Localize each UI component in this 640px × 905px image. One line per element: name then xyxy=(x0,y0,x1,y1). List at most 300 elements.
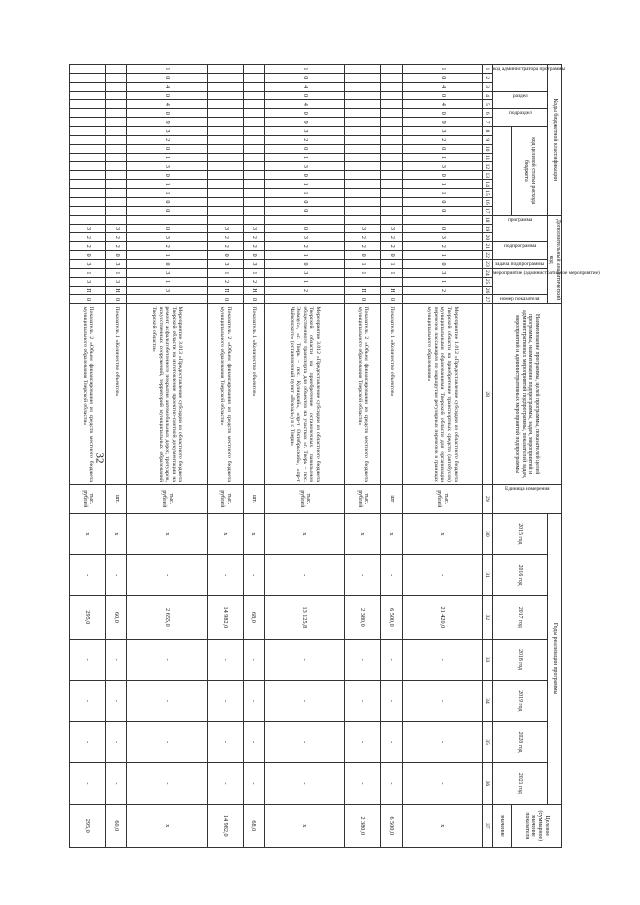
row-name: Показатель 1 «Количество объектов» xyxy=(243,304,264,484)
code-digit: 3 xyxy=(69,224,105,233)
code-digit: 0 xyxy=(69,251,105,260)
code-digit xyxy=(207,135,243,144)
row-value-y2020: - xyxy=(345,722,381,763)
row-unit: тыс. рублей xyxy=(127,484,207,513)
code-digit xyxy=(106,197,127,206)
code-digit xyxy=(265,295,345,304)
column-number: 13 xyxy=(482,171,492,180)
code-digit: 0 xyxy=(207,295,243,304)
row-target-value: 295,0 xyxy=(69,804,105,847)
header-year-2019: 2019 год xyxy=(492,680,547,721)
header-measure: мероприятие (административное мероприятие) xyxy=(492,268,547,295)
code-digit xyxy=(345,180,381,189)
code-digit: 1 xyxy=(402,65,482,74)
row-value-y2016: - xyxy=(265,555,345,596)
header-target-article-detail xyxy=(492,127,511,216)
code-digit: 2 xyxy=(207,242,243,251)
code-digit xyxy=(207,180,243,189)
column-number: 6 xyxy=(482,109,492,118)
column-number: 31 xyxy=(482,555,492,596)
code-digit xyxy=(127,215,207,224)
column-number: 11 xyxy=(482,153,492,162)
code-digit xyxy=(381,180,402,189)
column-number: 19 xyxy=(482,224,492,233)
column-number: 3 xyxy=(482,82,492,91)
code-digit: 0 xyxy=(265,224,345,233)
code-digit xyxy=(381,65,402,74)
row-unit: шт xyxy=(381,484,402,513)
code-digit xyxy=(207,91,243,100)
code-digit: 2 xyxy=(345,233,381,242)
row-name: Мероприятие 1.012 «Предоставление субсидии из областного бюджета Тверской области на приобретение транспортных средств (автобусов) муниципальными образованиями Тверской области для организации перевозок пассажиров по маршрутам регулярных перевозок в границах муниципального образования» xyxy=(402,304,482,484)
code-digit: 3 xyxy=(207,224,243,233)
code-digit xyxy=(243,135,264,144)
code-digit: П xyxy=(207,286,243,295)
column-number: 33 xyxy=(482,639,492,680)
row-value-y2015: х xyxy=(207,513,243,554)
row-target-value: 14 982,0 xyxy=(207,804,243,847)
column-number: 18 xyxy=(482,215,492,224)
row-value-y2019: - xyxy=(243,680,264,721)
code-digit: 0 xyxy=(381,295,402,304)
header-target: Целевое (суммарное) значение показателя xyxy=(511,804,561,847)
code-digit: 0 xyxy=(127,91,207,100)
row-value-y2015: х xyxy=(402,513,482,554)
row-target-value: 68,0 xyxy=(243,804,264,847)
row-value-y2018: - xyxy=(207,639,243,680)
code-digit: 3 xyxy=(127,286,207,295)
row-value-y2020: - xyxy=(127,722,207,763)
row-value-y2015: х xyxy=(265,513,345,554)
row-value-y2016: - xyxy=(69,555,105,596)
column-number: 9 xyxy=(482,135,492,144)
code-digit: 3 xyxy=(207,260,243,269)
code-digit: 1 xyxy=(207,268,243,277)
row-value-y2016: - xyxy=(345,555,381,596)
code-digit xyxy=(106,180,127,189)
code-digit xyxy=(106,189,127,198)
code-digit: 9 xyxy=(402,118,482,127)
row-unit: тыс. рублей xyxy=(402,484,482,513)
column-number: 8 xyxy=(482,127,492,136)
code-digit xyxy=(381,135,402,144)
code-digit: 2 xyxy=(106,242,127,251)
code-digit xyxy=(381,82,402,91)
code-digit xyxy=(207,118,243,127)
code-digit: 0 xyxy=(345,295,381,304)
row-value-y2017: 2 380,0 xyxy=(345,596,381,639)
code-digit xyxy=(345,144,381,153)
code-digit: 4 xyxy=(402,82,482,91)
row-name: Мероприятие 3.013 «Предоставление субсидии из областного бюджета Тверской области на изготовление проектно-сметной документации на ремонт асфальтобетонного покрытия автомобильных дорог, тротуаров, искусственных сооружений, территорий муниципальных образований Тверской области» xyxy=(127,304,207,484)
header-year-2020: 2020 год xyxy=(492,722,547,763)
code-digit xyxy=(243,162,264,171)
code-digit xyxy=(207,206,243,215)
column-number: 22 xyxy=(482,251,492,260)
code-digit: 1 xyxy=(402,180,482,189)
column-number: 7 xyxy=(482,118,492,127)
code-digit xyxy=(381,215,402,224)
code-digit: 2 xyxy=(207,277,243,286)
table-row xyxy=(265,65,345,848)
code-digit xyxy=(243,127,264,136)
code-digit: 1 xyxy=(402,277,482,286)
code-digit: 0 xyxy=(402,109,482,118)
table-row xyxy=(381,65,402,848)
row-value-y2015: х xyxy=(106,513,127,554)
row-value-y2019: - xyxy=(106,680,127,721)
row-name: Показатель 2 «Объем финансирования из средств местного бюджета муниципального образования Тверской области» xyxy=(345,304,381,484)
code-digit: 0 xyxy=(402,73,482,82)
column-number: 28 xyxy=(482,304,492,484)
code-digit xyxy=(69,100,105,109)
code-digit xyxy=(243,215,264,224)
code-digit xyxy=(345,153,381,162)
code-digit: 0 xyxy=(265,144,345,153)
row-unit: тыс. рублей xyxy=(345,484,381,513)
column-number: 5 xyxy=(482,100,492,109)
code-digit: 1 xyxy=(106,268,127,277)
code-digit xyxy=(243,118,264,127)
column-number: 2 xyxy=(482,73,492,82)
code-digit xyxy=(345,135,381,144)
code-digit: 1 xyxy=(265,189,345,198)
column-number: 24 xyxy=(482,268,492,277)
code-digit xyxy=(402,295,482,304)
code-digit: 2 xyxy=(402,242,482,251)
code-digit xyxy=(69,171,105,180)
code-digit: 2 xyxy=(243,233,264,242)
code-digit: 0 xyxy=(402,206,482,215)
code-digit: 0 xyxy=(243,295,264,304)
code-digit: 3 xyxy=(265,233,345,242)
code-digit: 0 xyxy=(265,73,345,82)
code-digit: 1 xyxy=(127,277,207,286)
row-value-y2020: - xyxy=(243,722,264,763)
code-digit xyxy=(69,189,105,198)
row-name: Показатель 2 «Объем финансирования из средств местного бюджета муниципального образования Тверской области» xyxy=(207,304,243,484)
header-subsection: подраздел xyxy=(492,109,547,127)
row-value-y2021: - xyxy=(402,763,482,804)
code-digit xyxy=(243,100,264,109)
row-value-y2015: х xyxy=(381,513,402,554)
code-digit xyxy=(243,91,264,100)
table-row xyxy=(106,65,127,848)
header-budget-codes: Коды бюджетной классификации xyxy=(547,65,561,216)
table-row xyxy=(69,65,105,848)
code-digit: 0 xyxy=(127,144,207,153)
code-digit xyxy=(381,277,402,286)
code-digit xyxy=(243,197,264,206)
code-digit: 1 xyxy=(381,268,402,277)
row-value-y2017: 2 655,0 xyxy=(127,596,207,639)
code-digit xyxy=(207,65,243,74)
code-digit: 1 xyxy=(402,153,482,162)
row-value-y2020: - xyxy=(381,722,402,763)
table-row xyxy=(402,65,482,848)
code-digit: 1 xyxy=(69,268,105,277)
code-digit xyxy=(381,206,402,215)
column-number: 25 xyxy=(482,277,492,286)
code-digit: 1 xyxy=(402,189,482,198)
code-digit xyxy=(69,180,105,189)
header-task: задача подпрограммы xyxy=(492,260,547,269)
code-digit: 1 xyxy=(265,180,345,189)
code-digit xyxy=(69,162,105,171)
code-digit xyxy=(207,215,243,224)
row-value-y2017: 6 500,0 xyxy=(381,596,402,639)
header-row-groups xyxy=(547,65,561,848)
column-number: 1 xyxy=(482,65,492,74)
program-table xyxy=(69,64,600,848)
row-value-y2020: - xyxy=(265,722,345,763)
code-digit: 0 xyxy=(127,206,207,215)
code-digit: 3 xyxy=(106,277,127,286)
code-digit xyxy=(243,153,264,162)
code-digit xyxy=(402,215,482,224)
row-value-y2018: - xyxy=(127,639,207,680)
code-digit: 0 xyxy=(127,197,207,206)
row-value-y2018: - xyxy=(345,639,381,680)
code-digit: 1 xyxy=(265,277,345,286)
code-digit: 3 xyxy=(265,162,345,171)
code-digit: 2 xyxy=(243,242,264,251)
code-digit: Н xyxy=(106,286,127,295)
header-unit: Единица измерения xyxy=(492,484,561,513)
column-number: 29 xyxy=(482,484,492,513)
code-digit xyxy=(69,91,105,100)
column-number: 30 xyxy=(482,513,492,554)
code-digit: 9 xyxy=(127,118,207,127)
row-name: Мероприятие 3.012 «Предоставление субсидии из областного бюджета Тверской области на приобретение остановочных павильонов общественного транспорта для объектов на участках «г. Тверь – пос. Эммаус», «г. Тверь – пос. Кулицкий», «пр-т Октябрьский», «пр-т Чайковского» (остановочный пункт «Вокзал») в г. Твери» xyxy=(265,304,345,484)
code-digit xyxy=(207,127,243,136)
code-digit: 4 xyxy=(127,82,207,91)
code-digit: 1 xyxy=(402,251,482,260)
code-digit xyxy=(106,135,127,144)
code-digit: П xyxy=(69,286,105,295)
row-value-y2017: 60,0 xyxy=(106,596,127,639)
row-unit: тыс. рублей xyxy=(265,484,345,513)
row-target-value: х xyxy=(265,804,345,847)
row-value-y2018: - xyxy=(69,639,105,680)
header-section: раздел xyxy=(492,91,547,109)
code-digit: 0 xyxy=(69,295,105,304)
code-digit: 0 xyxy=(402,197,482,206)
code-digit xyxy=(243,65,264,74)
code-digit xyxy=(207,109,243,118)
row-value-y2018: - xyxy=(402,639,482,680)
code-digit: 1 xyxy=(265,251,345,260)
header-program: программа xyxy=(492,215,547,242)
code-digit xyxy=(345,65,381,74)
row-value-y2021: - xyxy=(69,763,105,804)
code-digit: 3 xyxy=(127,162,207,171)
column-number: 23 xyxy=(482,260,492,269)
code-digit: 3 xyxy=(127,127,207,136)
code-digit: 0 xyxy=(265,197,345,206)
row-value-y2021: - xyxy=(207,763,243,804)
row-value-y2016: - xyxy=(402,555,482,596)
code-digit xyxy=(243,109,264,118)
code-digit: 3 xyxy=(381,224,402,233)
code-digit xyxy=(243,82,264,91)
code-digit: 0 xyxy=(127,260,207,269)
row-value-y2021: - xyxy=(243,763,264,804)
code-digit xyxy=(243,189,264,198)
header-year-2018: 2018 год xyxy=(492,639,547,680)
code-digit: 3 xyxy=(106,260,127,269)
column-number: 37 xyxy=(482,804,492,847)
program-table-sheet xyxy=(81,64,600,848)
row-target-value: 60,0 xyxy=(106,804,127,847)
row-value-y2015: х xyxy=(127,513,207,554)
code-digit xyxy=(69,127,105,136)
code-digit: 0 xyxy=(243,251,264,260)
row-value-y2017: 13 125,8 xyxy=(265,596,345,639)
header-years: Годы реализации программы xyxy=(547,513,561,804)
code-digit: 0 xyxy=(265,206,345,215)
table-body xyxy=(69,65,482,848)
row-value-y2021: - xyxy=(265,763,345,804)
code-digit: 1 xyxy=(265,65,345,74)
row-value-y2019: - xyxy=(381,680,402,721)
table-row xyxy=(243,65,264,848)
row-unit: шт. xyxy=(106,484,127,513)
code-digit: 2 xyxy=(207,233,243,242)
row-value-y2015: х xyxy=(243,513,264,554)
header-year-2021: 2021 год xyxy=(492,763,547,804)
code-digit: 1 xyxy=(345,268,381,277)
row-value-y2019: - xyxy=(207,680,243,721)
column-number: 12 xyxy=(482,162,492,171)
header-additional-code: Дополнительный аналитический код xyxy=(547,215,561,304)
code-digit: 3 xyxy=(69,260,105,269)
code-digit xyxy=(381,109,402,118)
code-digit xyxy=(106,91,127,100)
code-digit xyxy=(345,189,381,198)
column-number: 10 xyxy=(482,144,492,153)
code-digit xyxy=(106,118,127,127)
page-number: 32 xyxy=(93,452,106,464)
code-digit: 4 xyxy=(127,100,207,109)
code-digit: 0 xyxy=(345,251,381,260)
code-digit xyxy=(207,100,243,109)
row-value-y2015: х xyxy=(345,513,381,554)
code-digit: 0 xyxy=(402,171,482,180)
row-value-y2019: - xyxy=(345,680,381,721)
code-digit xyxy=(381,91,402,100)
column-number: 16 xyxy=(482,197,492,206)
code-digit: 0 xyxy=(207,251,243,260)
code-digit xyxy=(106,162,127,171)
code-digit: 3 xyxy=(265,127,345,136)
code-digit: 3 xyxy=(402,233,482,242)
column-number: 17 xyxy=(482,206,492,215)
code-digit: 3 xyxy=(243,260,264,269)
code-digit: 2 xyxy=(381,233,402,242)
code-digit xyxy=(345,206,381,215)
column-number: 21 xyxy=(482,242,492,251)
row-value-y2020: - xyxy=(402,722,482,763)
row-value-y2016: - xyxy=(207,555,243,596)
code-digit xyxy=(345,91,381,100)
code-digit: 1 xyxy=(345,260,381,269)
code-digit xyxy=(207,82,243,91)
header-year-2017: 2017 год xyxy=(492,596,547,639)
row-value-y2018: - xyxy=(381,639,402,680)
header-year-2015: 2015 год xyxy=(492,513,547,554)
code-digit: 0 xyxy=(402,224,482,233)
header-target-value: значение xyxy=(492,804,511,847)
row-name: Показатель 2 «Объем финансирования из средств местного бюджета муниципального образования Тверской области» xyxy=(69,304,105,484)
code-digit: 2 xyxy=(265,286,345,295)
code-digit xyxy=(345,109,381,118)
code-digit xyxy=(381,162,402,171)
row-unit: тыс. рублей xyxy=(69,484,105,513)
code-digit xyxy=(381,189,402,198)
code-digit: 0 xyxy=(265,91,345,100)
header-year-2016: 2016 год xyxy=(492,555,547,596)
code-digit xyxy=(345,171,381,180)
row-value-y2019: - xyxy=(265,680,345,721)
code-digit xyxy=(207,189,243,198)
column-number: 14 xyxy=(482,180,492,189)
code-digit: 3 xyxy=(106,224,127,233)
row-target-value: х xyxy=(402,804,482,847)
code-digit: 0 xyxy=(127,109,207,118)
code-digit xyxy=(69,73,105,82)
row-value-y2020: - xyxy=(207,722,243,763)
row-value-y2017: 68,0 xyxy=(243,596,264,639)
row-target-value: 2 380,0 xyxy=(345,804,381,847)
row-unit: тыс. рублей xyxy=(207,484,243,513)
column-number: 36 xyxy=(482,763,492,804)
code-digit: 2 xyxy=(265,135,345,144)
code-digit xyxy=(381,73,402,82)
code-digit xyxy=(69,206,105,215)
code-digit xyxy=(345,162,381,171)
code-digit: 3 xyxy=(402,268,482,277)
row-value-y2015: х xyxy=(69,513,105,554)
code-digit xyxy=(381,127,402,136)
code-digit: 2 xyxy=(127,242,207,251)
code-digit xyxy=(345,73,381,82)
code-digit xyxy=(345,82,381,91)
row-value-y2017: 14 982,0 xyxy=(207,596,243,639)
code-digit xyxy=(345,197,381,206)
column-number: 32 xyxy=(482,596,492,639)
code-digit xyxy=(106,171,127,180)
code-digit: 1 xyxy=(243,268,264,277)
code-digit: 3 xyxy=(127,268,207,277)
code-digit xyxy=(345,277,381,286)
code-digit xyxy=(106,109,127,118)
code-digit xyxy=(381,144,402,153)
code-digit xyxy=(106,215,127,224)
row-name: Показатель 1 «Количество объектов» xyxy=(106,304,127,484)
code-digit: 2 xyxy=(106,233,127,242)
code-digit: 3 xyxy=(265,268,345,277)
code-digit: 9 xyxy=(265,118,345,127)
table-row xyxy=(127,65,207,848)
code-digit xyxy=(106,206,127,215)
code-digit xyxy=(69,144,105,153)
code-digit xyxy=(345,215,381,224)
row-name: Показатель 1 «Количество объектов» xyxy=(381,304,402,484)
code-digit: 3 xyxy=(402,162,482,171)
code-digit xyxy=(243,206,264,215)
table-row xyxy=(345,65,381,848)
